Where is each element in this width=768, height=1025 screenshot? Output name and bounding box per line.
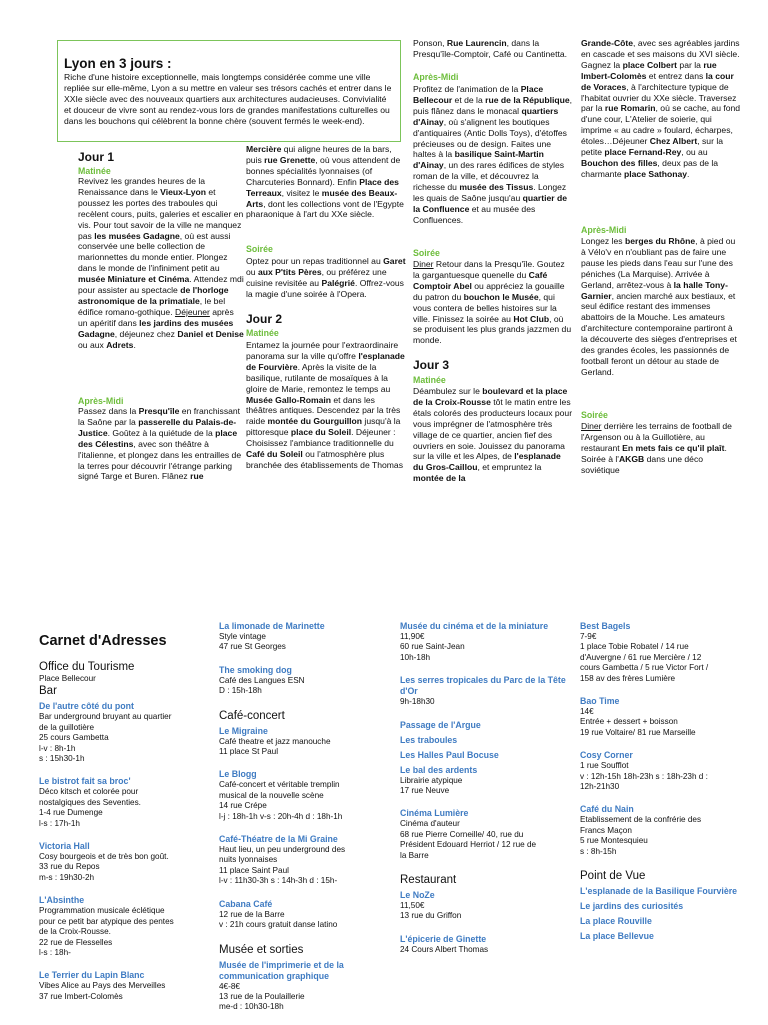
address-entry-line: 11 place St Paul bbox=[219, 747, 279, 757]
address-entry-name[interactable]: Cabana Café bbox=[219, 898, 273, 909]
address-entry-line: 10h-18h bbox=[400, 652, 431, 662]
address-entry-line: 22 rue de Flesselles bbox=[39, 937, 113, 947]
address-entry-name[interactable]: Victoria Hall bbox=[39, 841, 90, 852]
jour-2-soiree-text: Diner Retour dans la Presqu'île. Goutez la gargantuesque quenelle du Café Comptoir Abel ou appréciez la gouaille du patron du bouchon le Musée, qui vous contera de belles histoires sur la ville. Finissez la soirée au Hot Club, où se produisent les plus grands jazzmen du monde. bbox=[413, 259, 572, 346]
address-entry-line: l-j : 18h-1h v-s : 20h-4h d : 18h-1h bbox=[219, 811, 343, 821]
cafe-concert-title: Café-concert bbox=[219, 709, 285, 722]
jour-3-heading: Jour 3 bbox=[413, 358, 450, 372]
address-entry-line: 14 rue Crépe bbox=[219, 801, 267, 811]
address-entry bbox=[219, 665, 389, 697]
address-entry-line: l-v : 8h-1h bbox=[39, 743, 76, 753]
address-entry-name[interactable]: Le bal des ardents bbox=[400, 764, 478, 775]
address-entry-line: 24 Cours Albert Thomas bbox=[400, 944, 489, 954]
address-entry-line: 12 rue de la Barre bbox=[219, 909, 285, 919]
address-entry bbox=[400, 934, 570, 955]
jour-3-soiree-text: Diner derrière les terrains de football de l'Argenson ou à la Guillotière, au restaurant En mets fais ce qu'il plaît. Soirée à l'AKGB dans une déco soviétique bbox=[581, 421, 732, 475]
address-entry-line: 25 cours Gambetta bbox=[39, 733, 109, 743]
address-entry-line: 12h-21h30 bbox=[580, 782, 620, 792]
jour-2-apres-midi-heading: Après-Midi bbox=[413, 72, 459, 82]
address-entry-name[interactable]: Café-Théatre de la Mi Graine bbox=[219, 834, 338, 845]
address-entry-name[interactable]: Le Blogg bbox=[219, 769, 257, 780]
address-entry-line: l-s : 17h-1h bbox=[39, 818, 80, 828]
carnet-col-4 bbox=[580, 621, 750, 946]
address-entry bbox=[400, 765, 570, 797]
point-de-vue-item[interactable]: La place Bellevue bbox=[580, 931, 654, 942]
address-entry-name[interactable]: De l'autre côté du pont bbox=[39, 701, 134, 712]
address-entry-line: 1 rue Soufflot bbox=[580, 761, 629, 771]
address-entry-name[interactable]: Musée du cinéma et de la miniature bbox=[400, 621, 549, 631]
address-entry-line: 1-4 rue Dumenge bbox=[39, 808, 103, 818]
address-entry-line: 68 rue Pierre Corneille/ 40, rue du bbox=[400, 829, 524, 839]
jour-2-heading: Jour 2 bbox=[246, 312, 283, 326]
bar-list bbox=[39, 701, 209, 1002]
address-entry bbox=[219, 621, 389, 653]
address-entry bbox=[219, 960, 389, 1013]
address-entry-name[interactable]: The smoking dog bbox=[219, 664, 292, 675]
address-entry-line: Café-concert et véritable tremplin bbox=[219, 780, 340, 790]
carnet-title: Carnet d'Adresses bbox=[39, 633, 167, 649]
jour-1-soiree-text: Optez pour un repas traditionnel au Garet ou aux P'tits Pères, ou préférez une cuisine revisitée au Palégrié. Offrez-vous la magie d'une soirée à l'Opera. bbox=[246, 256, 406, 299]
address-entry-line: cours Gambetta / 5 rue Victor Fort / bbox=[580, 663, 709, 673]
address-entry bbox=[580, 804, 750, 857]
col3-list bbox=[400, 621, 570, 861]
address-entry bbox=[580, 696, 750, 738]
carnet-col-2 bbox=[219, 621, 389, 1025]
col4-list bbox=[580, 621, 750, 857]
address-entry-line: me-d : 10h30-18h bbox=[219, 1002, 284, 1012]
jour-3-apres-midi-text: Longez les berges du Rhône, à pied ou à Vélo'v en n'oubliant pas de faire une pause les pieds dans l'eau sur l'une des péniches (La Marquise). Arrivée à Gerland, arrêtez-vous à la halle Tony-Garnier, ancien marché aux bestiaux, et seul édifice restant des immenses abattoirs de la Mouche. Les amateurs d'architecture contemporaine partiront à la découverte des sièges d'entreprises et des grandes écoles, les passionnés de football feront un détour au stade de Gerland. bbox=[581, 236, 737, 377]
address-entry-line: 13 rue du Griffon bbox=[400, 911, 462, 921]
point-de-vue-item[interactable]: La place Rouville bbox=[580, 916, 652, 927]
address-entry-line: Café theatre et jazz manouche bbox=[219, 736, 331, 746]
point-de-vue-item[interactable]: Le jardins des curiosités bbox=[580, 901, 684, 912]
point-de-vue-title: Point de Vue bbox=[580, 870, 646, 883]
address-entry-line: de la Croix-Rousse. bbox=[39, 927, 111, 937]
col2-top-list bbox=[219, 621, 389, 697]
address-entry-name[interactable]: Musée de l'imprimerie et de la communication graphique bbox=[219, 959, 344, 981]
address-entry-line: 37 rue Imbert-Colomès bbox=[39, 991, 123, 1001]
address-entry-line: 19 rue Voltaire/ 81 rue Marseille bbox=[580, 727, 696, 737]
address-entry bbox=[39, 841, 209, 883]
address-entry-line: Cinéma d'auteur bbox=[400, 819, 460, 829]
address-entry-line: 9h-18h30 bbox=[400, 697, 435, 707]
address-entry bbox=[219, 769, 389, 822]
jour-2-apres-midi-text: Profitez de l'animation de la Place Bellecour et de la rue de la République, puis flânez dans le monacal quartiers d'Ainay, où s'alignent les boutiques d'antiquaires (Antic Dolls Toys), d'étoffes précieuses ou de design. Faites une haltes à la basilique Saint-Martin d'Ainay, un des rares édifices de styles roman de la ville, et découvrez la richesse du musée des Tissus. Longez les quais de Saône jusqu'au quartier de la Confluence et au musée des Confluences. bbox=[413, 84, 573, 225]
address-entry bbox=[400, 621, 570, 663]
address-entry-line: v : 12h-15h 18h-23h s : 18h-23h d : bbox=[580, 771, 708, 781]
address-entry-line: m-s : 19h30-2h bbox=[39, 872, 95, 882]
restaurant-title: Restaurant bbox=[400, 874, 457, 887]
address-entry bbox=[39, 776, 209, 829]
jour-3-matinee-heading: Matinée bbox=[413, 375, 446, 385]
address-entry bbox=[580, 750, 750, 792]
page-title: Lyon en 3 jours : bbox=[64, 56, 172, 71]
jour-3-soiree-heading: Soirée bbox=[581, 410, 608, 420]
address-entry-line: l-s : 18h- bbox=[39, 947, 71, 957]
jour-2-matinee-text: Entamez la journée pour l'extraordinaire panorama sur la ville qu'offre l'esplanade de Fourvière. Après la visite de la basilique, rutilante de mosaïques à la gloire de Marie, remontez le temps au Musée Gallo-Romain et dans les théâtres antiques. Descendez par la très raide montée du Gourguillon jusqu'à la pittoresque place du Soleil. Déjeuner : Choisissez l'ambiance traditionnelle du Café du Soleil ou l'atmosphère plus branchée des établissements de Thomas bbox=[246, 340, 405, 470]
address-entry bbox=[219, 726, 389, 758]
address-entry-name[interactable]: Le Terrier du Lapin Blanc bbox=[39, 970, 145, 981]
jour-2-cont-text: Ponson, Rue Laurencin, dans la Presqu'île-Comptoir, Café ou Cantinetta. bbox=[413, 38, 568, 59]
jour-1-cont-text: Mercière qui aligne heures de la bars, puis rue Grenette, où vous attendent de bonnes spécialités lyonnaises (of Charcuteries Bonnard). Enfin Place des Terreaux, visitez le musée des Beaux-Arts, dont les collections vont de l'Egypte pharaonique à l'art du XXe siècle. bbox=[246, 144, 404, 220]
address-entry-name[interactable]: Le Migraine bbox=[219, 725, 268, 736]
musee-list-col2 bbox=[219, 960, 389, 1013]
address-entry-line: Cosy bourgeois et de très bon goût. bbox=[39, 852, 169, 862]
address-entry bbox=[39, 970, 209, 1002]
carnet-col-3 bbox=[400, 621, 570, 967]
jour-1-apres-midi-text: Passez dans la Presqu'île en franchissant la Saône par la passerelle du Palais-de-Justice. Goûtez à la quiétude de la place des Célestins, avec son théâtre à l'italienne, et plongez dans les entrailles de la terres pour découvrir l'étrange parking signé Targe et Buren. Flânez rue bbox=[78, 406, 242, 482]
address-entry-name[interactable]: La limonade de Marinette bbox=[219, 621, 325, 631]
address-entry-line: 14€ bbox=[580, 707, 594, 717]
address-entry bbox=[219, 834, 389, 887]
address-entry-line: musical de la nouvelle scène bbox=[219, 790, 324, 800]
jour-3-cont-text: Grande-Côte, avec ses agréables jardins en cascade et ses maisons du XVI siècle. Gagnez la place Colbert par la rue Imbert-Colomès et entrez dans la cour de Voraces, à l'architecture typique de l'habitat ouvrier du XXe siècle. Traversez par la rue Romarin, où se cache, au fond d'une cour, L'Atelier de soierie, qui imprime « au cadre » foulard, écharpes, étoles…Déjeuner Chez Albert, sur la petite place Fernand-Rey, ou au Bouchon des filles, deux pas de la charmante place Sathonay. bbox=[581, 38, 741, 179]
address-entry-name[interactable]: L'épicerie de Ginette bbox=[400, 933, 487, 944]
address-entry-line: 47 rue St Georges bbox=[219, 642, 286, 652]
address-entry-line: Déco kitsch et colorée pour bbox=[39, 787, 139, 797]
address-entry-line: 33 rue du Repos bbox=[39, 862, 100, 872]
address-entry-line: de la guillotière bbox=[39, 722, 95, 732]
musee-title: Musée et sorties bbox=[219, 943, 304, 956]
address-entry-name[interactable]: Cinéma Lumière bbox=[400, 808, 469, 819]
address-entry-line: v : 21h cours gratuit danse latino bbox=[219, 920, 338, 930]
address-entry-name[interactable]: L'Absinthe bbox=[39, 895, 85, 906]
address-entry-name[interactable]: Les traboules bbox=[400, 734, 458, 745]
address-entry-line: nostalgiques des Seventies. bbox=[39, 797, 141, 807]
address-entry-line: 11 place Saint Paul bbox=[219, 865, 289, 875]
jour-1-heading: Jour 1 bbox=[78, 150, 115, 164]
address-entry-line: l-v : 11h30-3h s : 14h-3h d : 15h- bbox=[219, 876, 338, 886]
address-entry-name[interactable]: Café du Nain bbox=[580, 804, 634, 815]
address-entry-line: Style vintage bbox=[219, 632, 266, 641]
address-entry-name[interactable]: Les Halles Paul Bocuse bbox=[400, 749, 499, 760]
address-entry-line: 1 place Tobie Robatel / 14 rue bbox=[580, 642, 689, 652]
address-entry-line: 158 av des frères Lumière bbox=[580, 673, 676, 683]
address-entry-line: Librairie atypique bbox=[400, 775, 463, 785]
address-entry-line: nuits lyonnaises bbox=[219, 855, 278, 865]
address-entry bbox=[400, 735, 570, 746]
address-entry-name[interactable]: Best Bagels bbox=[580, 621, 631, 631]
jour-1-apres-midi-heading: Après-Midi bbox=[78, 396, 124, 406]
address-entry-line: Entrée + dessert + boisson bbox=[580, 717, 678, 727]
address-entry-line: 7-9€ bbox=[580, 632, 597, 641]
address-entry-line: la Barre bbox=[400, 850, 429, 860]
address-entry-line: d'Auvergne / 61 rue Mercière / 12 bbox=[580, 652, 702, 662]
address-entry-line: D : 15h-18h bbox=[219, 686, 262, 696]
address-entry-line: Programmation musicale éclétique bbox=[39, 906, 165, 916]
jour-2-matinee-heading: Matinée bbox=[246, 328, 279, 338]
point-de-vue-list bbox=[580, 886, 750, 942]
address-entry bbox=[400, 750, 570, 761]
address-entry-line: pour ce petit bar atypique des pentes bbox=[39, 916, 174, 926]
address-entry-line: Vibes Alice au Pays des Merveilles bbox=[39, 981, 166, 991]
address-entry-line: Francs Maçon bbox=[580, 825, 632, 835]
office-title: Office du Tourisme bbox=[39, 661, 135, 673]
address-entry bbox=[400, 890, 570, 922]
jour-2-soiree-heading: Soirée bbox=[413, 248, 440, 258]
jour-3-matinee-text: Déambulez sur le boulevard et la place de la Croix-Rousse tôt le matin entre les étals colorés des producteurs locaux pour vous imprégner de l'atmosphère très village de ce quartier, ancien fief des ouvriers en soie. Jouissez du panorama sur la ville et les Alpes, de l'esplanade du Gros-Caillou, et empruntez la montée de la bbox=[413, 386, 573, 484]
carnet-col-1 bbox=[39, 632, 209, 1014]
jour-1-matinee-heading: Matinée bbox=[78, 166, 111, 176]
office-addr: Place Bellecour bbox=[39, 674, 96, 683]
address-entry bbox=[580, 621, 750, 684]
address-entry-line: Président Edouard Herriot / 12 rue de bbox=[400, 840, 537, 850]
point-de-vue-item[interactable]: L'esplanade de la Basilique Fourvière bbox=[580, 886, 738, 897]
address-entry bbox=[400, 720, 570, 731]
jour-1-matinee-text: Revivez les grandes heures de la Renaissance dans le Vieux-Lyon et poussez les portes des traboules qui recèlent cours, puits, galeries et escalier en vis. Pour tout savoir de la ville ne manquez pas les musées Gadagne, où est aussi conservée une belle collection de marionnettes du monde entier. Plongez dans le monde de l'infiniment petit au musée Miniature et Cinéma. Attendez mdi pour assister au spectacle de l'horloge astronomique de la primatiale, le bel édifice romano-gothique. Déjeuner après un apéritif dans les jardins des musées Gadagne, déjeunez chez Daniel et Denise ou aux Adrets. bbox=[78, 176, 244, 350]
address-entry-name[interactable]: Passage de l'Argue bbox=[400, 719, 481, 730]
address-entry-name[interactable]: Les serres tropicales du Parc de la Tête d'Or bbox=[400, 675, 566, 697]
address-entry bbox=[219, 899, 389, 931]
restaurant-list-col3 bbox=[400, 890, 570, 955]
address-entry-line: Bar underground bruyant au quartier bbox=[39, 712, 172, 722]
address-entry-line: 11,90€ bbox=[400, 632, 425, 641]
address-entry-line: Café des Langues ESN bbox=[219, 675, 305, 685]
address-entry-name[interactable]: Le NoZe bbox=[400, 890, 435, 901]
address-entry-line: Haut lieu, un peu underground des bbox=[219, 845, 346, 855]
address-entry bbox=[400, 808, 570, 861]
address-entry-line: 11,50€ bbox=[400, 901, 425, 911]
address-entry-line: Etablissement de la confrérie des bbox=[580, 815, 702, 825]
address-entry-name[interactable]: Le bistrot fait sa broc' bbox=[39, 776, 131, 787]
address-entry-name[interactable]: Cosy Corner bbox=[580, 750, 633, 761]
address-entry-line: 60 rue Saint-Jean bbox=[400, 642, 465, 652]
address-entry bbox=[39, 895, 209, 958]
address-entry-name[interactable]: Bao Time bbox=[580, 696, 620, 707]
bar-title: Bar bbox=[39, 685, 57, 698]
address-entry-line: 4€-8€ bbox=[219, 981, 240, 991]
address-entry-line: s : 15h30-1h bbox=[39, 754, 85, 764]
address-entry bbox=[400, 675, 570, 707]
cafe-concert-list bbox=[219, 726, 389, 931]
address-entry-line: s : 8h-15h bbox=[580, 846, 617, 856]
address-entry-line: 5 rue Montesquieu bbox=[580, 836, 648, 846]
address-entry bbox=[39, 701, 209, 764]
address-entry-line: 17 rue Neuve bbox=[400, 786, 450, 796]
address-entry-line: 13 rue de la Poulaillerie bbox=[219, 991, 305, 1001]
intro-text: Riche d'une histoire exceptionnelle, mais longtemps considérée comme une ville repliée sur elle-même, Lyon a su mettre en valeur ses trésors cachés et entrer dans le XXIe siècle avec des nouveaux quartiers aux architectures audacieuses. Convivialité et douceur de vivre sont au rendez-vous lors de grandes manifestations culturelles ou dans les bouchons qui célèbrent la bonne chère (souvent fermés le week-end). bbox=[64, 72, 392, 126]
jour-3-apres-midi-heading: Après-Midi bbox=[581, 225, 627, 235]
jour-1-soiree-heading: Soirée bbox=[246, 244, 273, 254]
